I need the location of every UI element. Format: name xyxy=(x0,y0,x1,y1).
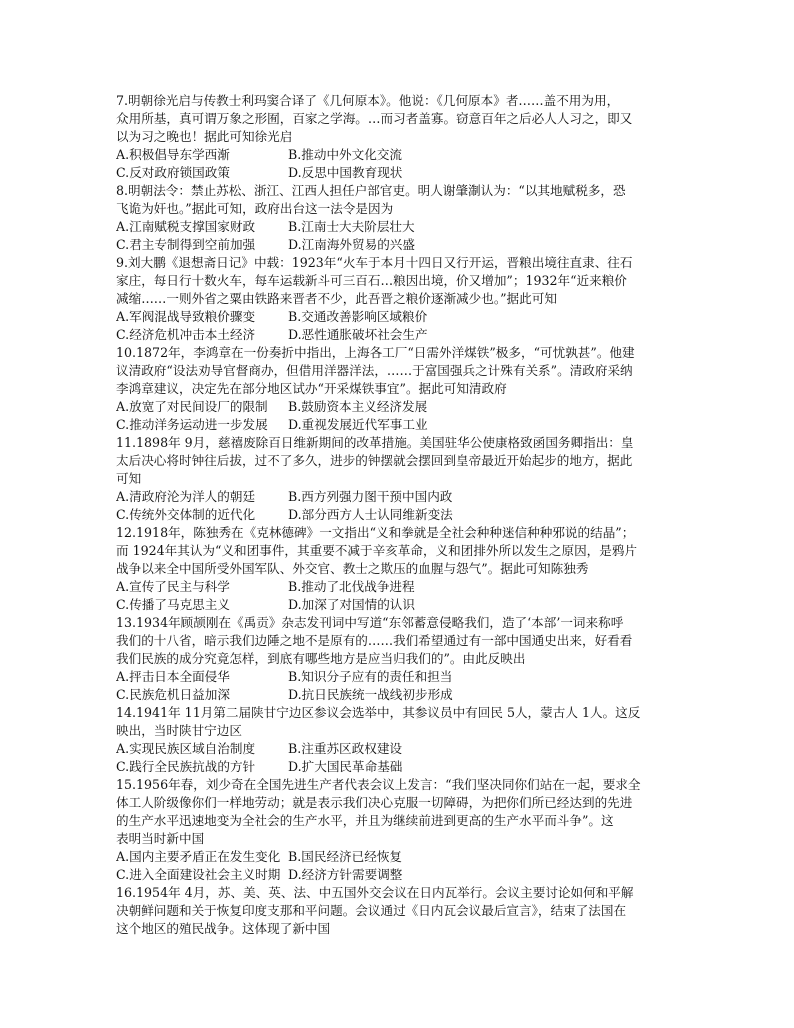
option-d[interactable]: D.扩大国民革命基础 xyxy=(288,759,403,774)
question-text: 议清政府“设法劝导官督商办，但借用洋器洋法，……于富国强兵之计殊有关系”。清政府采纳 xyxy=(116,363,633,378)
option-d[interactable]: D.经济方针需要调整 xyxy=(288,867,403,882)
options-row xyxy=(116,416,682,434)
question-text: 7.明朝徐光启与传教士利玛窦合译了《几何原本》。他说：《几何原本》者……盖不用为用， xyxy=(116,93,620,108)
option-a[interactable]: A.积极倡导东学西渐 xyxy=(116,147,230,162)
option-d[interactable]: D.部分西方人士认同维新变法 xyxy=(288,507,453,522)
question-text: 体工人阶级像你们一样地劳动；就是表示我们决心克服一切障碍，为把你们所已经达到的先进 xyxy=(116,795,633,810)
question-text: 14.1941年 11月第二届陕甘宁边区参议会选举中，其参议员中有回民 5人，蒙古人 1人。这反 xyxy=(116,705,641,720)
question-text: 13.1934年顾颉刚在《禹贡》杂志发刊词中写道“东邻蓄意侵略我们，造了‘本部’一词来称呼 xyxy=(116,615,624,630)
question-text: 我们的十八省，暗示我们边陲之地不是原有的……我们希望通过有一部中国通史出来，好看看 xyxy=(116,633,633,648)
question-12 xyxy=(116,524,682,614)
options-row xyxy=(116,236,682,254)
question-text: 减缩……一则外省之粟由铁路来晋者不少，此吾晋之粮价逐渐减少也。”据此可知 xyxy=(116,291,557,306)
question-11 xyxy=(116,434,682,524)
question-text: 16.1954年 4月，苏、美、英、法、中五国外交会议在日内瓦举行。会议主要讨论如何和平解 xyxy=(116,885,634,900)
question-text: 这个地区的殖民战争。这体现了新中国 xyxy=(116,921,331,936)
option-b[interactable]: B.西方列强力图干预中国内政 xyxy=(288,489,453,504)
option-b[interactable]: B.交通改善影响区域粮价 xyxy=(288,309,428,324)
option-b[interactable]: B.推动中外文化交流 xyxy=(288,147,403,162)
question-text: 家庄，每日行十数火车，每车运载新斗可三百石…粮因出境，价又增加”；1932年“近来粮价 xyxy=(116,273,627,288)
option-b[interactable]: B.推动了北伐战争进程 xyxy=(288,579,415,594)
options-row xyxy=(116,146,682,164)
option-d[interactable]: D.反思中国教育现状 xyxy=(288,165,403,180)
question-15 xyxy=(116,776,682,884)
question-text: 8.明朝法令：禁止苏松、浙江、江西人担任户部官吏。明人谢肇淛认为：“以其地赋税多，恐 xyxy=(116,183,626,198)
option-d[interactable]: D.加深了对国情的认识 xyxy=(288,597,415,612)
option-c[interactable]: C.传播了马克思主义 xyxy=(116,597,230,612)
option-a[interactable]: A.清政府沦为洋人的朝廷 xyxy=(116,489,256,504)
question-text: 李鸿章建议，决定先在部分地区试办“开采煤铁事宜”。据此可知清政府 xyxy=(116,381,507,396)
question-text: 而 1924年其认为“义和团事件，其重要不减于辛亥革命，义和团排外所以发生之原因，是鸦片 xyxy=(116,543,638,558)
question-14 xyxy=(116,704,682,776)
question-9 xyxy=(116,254,682,344)
question-text: 以为习之晚也！据此可知徐光启 xyxy=(116,129,293,144)
option-a[interactable]: A.宣传了民主与科学 xyxy=(116,579,230,594)
question-text: 9.刘大鹏《退想斋日记》中载：1923年“火车于本月十四日又行开运，晋粮出境往直隶、往石 xyxy=(116,255,633,270)
option-d[interactable]: D.抗日民族统一战线初步形成 xyxy=(288,687,453,702)
option-a[interactable]: A.江南赋税支撑国家财政 xyxy=(116,219,256,234)
options-row xyxy=(116,668,682,686)
option-a[interactable]: A.实现民族区域自治制度 xyxy=(116,741,256,756)
exam-page xyxy=(116,92,682,938)
question-text: 表明当时新中国 xyxy=(116,831,205,846)
option-b[interactable]: B.知识分子应有的责任和担当 xyxy=(288,669,453,684)
option-c[interactable]: C.民族危机日益加深 xyxy=(116,687,230,702)
option-a[interactable]: A.放宽了对民间设厂的限制 xyxy=(116,399,268,414)
option-a[interactable]: A.抨击日本全面侵华 xyxy=(116,669,230,684)
options-row xyxy=(116,308,682,326)
question-16 xyxy=(116,884,682,938)
question-text: 10.1872年，李鸿章在一份奏折中指出，上海各工厂“日需外洋煤铁”极多，“可忧孰甚”。他建 xyxy=(116,345,635,360)
question-10 xyxy=(116,344,682,434)
question-8 xyxy=(116,182,682,254)
options-row xyxy=(116,398,682,416)
options-row xyxy=(116,596,682,614)
options-row xyxy=(116,848,682,866)
option-c[interactable]: C.进入全面建设社会主义时期 xyxy=(116,867,281,882)
options-row xyxy=(116,506,682,524)
question-text: 我们民族的成分究竟怎样，到底有哪些地方是应当归我们的”。由此反映出 xyxy=(116,651,526,666)
options-row xyxy=(116,740,682,758)
question-text: 众用所基，真可谓万象之形囿，百家之学海。…而习者盖寡。窃意百年之后必人人习之，即又 xyxy=(116,111,633,126)
question-13 xyxy=(116,614,682,704)
question-text: 12.1918年，陈独秀在《克林德碑》一文指出“义和拳就是全社会种种迷信种种邪说的结晶”； xyxy=(116,525,635,540)
option-b[interactable]: B.鼓励资本主义经济发展 xyxy=(288,399,428,414)
options-row xyxy=(116,164,682,182)
options-row xyxy=(116,578,682,596)
question-text: 战争以来全中国所受外国军队、外交官、教士之欺压的血腥与怨气”。据此可知陈独秀 xyxy=(116,561,589,576)
option-d[interactable]: D.江南海外贸易的兴盛 xyxy=(288,237,415,252)
question-text: 太后决心将时钟往后拔，过不了多久，进步的钟摆就会摆回到皇帝最近开始起步的地方，据此 xyxy=(116,453,633,468)
option-b[interactable]: B.江南士大夫阶层壮大 xyxy=(288,219,415,234)
option-b[interactable]: B.国民经济已经恢复 xyxy=(288,849,403,864)
question-text: 飞诡为奸也。”据此可知，政府出台这一法令是因为 xyxy=(116,201,394,216)
question-text: 决朝鲜问题和关于恢复印度支那和平问题。会议通过《日内瓦会议最后宣言》，结束了法国在 xyxy=(116,903,627,918)
options-row xyxy=(116,866,682,884)
question-text: 11.1898年 9月，慈禧废除百日维新期间的改革措施。美国驻华公使康格致函国务卿指出：皇 xyxy=(116,435,634,450)
options-row xyxy=(116,758,682,776)
options-row xyxy=(116,488,682,506)
option-d[interactable]: D.恶性通胀破坏社会生产 xyxy=(288,327,428,342)
question-text: 映出，当时陕甘宁边区 xyxy=(116,723,242,738)
options-row xyxy=(116,686,682,704)
option-c[interactable]: C.传统外交体制的近代化 xyxy=(116,507,256,522)
option-b[interactable]: B.注重苏区政权建设 xyxy=(288,741,403,756)
option-a[interactable]: A.国内主要矛盾正在发生变化 xyxy=(116,849,281,864)
question-text: 可知 xyxy=(116,471,142,486)
option-a[interactable]: A.军阀混战导致粮价骤变 xyxy=(116,309,256,324)
option-d[interactable]: D.重视发展近代军事工业 xyxy=(288,417,428,432)
options-row xyxy=(116,326,682,344)
question-7 xyxy=(116,92,682,182)
options-row xyxy=(116,218,682,236)
option-c[interactable]: C.君主专制得到空前加强 xyxy=(116,237,256,252)
option-c[interactable]: C.践行全民族抗战的方针 xyxy=(116,759,256,774)
option-c[interactable]: C.经济危机冲击本土经济 xyxy=(116,327,256,342)
question-text: 15.1956年春，刘少奇在全国先进生产者代表会议上发言：“我们坚决同你们站在一起，要求全 xyxy=(116,777,641,792)
option-c[interactable]: C.推动洋务运动进一步发展 xyxy=(116,417,268,432)
question-text: 的生产水平迅速地变为全社会的生产水平，并且为继续前进到更高的生产水平而斗争”。这 xyxy=(116,813,614,828)
option-c[interactable]: C.反对政府锁国政策 xyxy=(116,165,230,180)
